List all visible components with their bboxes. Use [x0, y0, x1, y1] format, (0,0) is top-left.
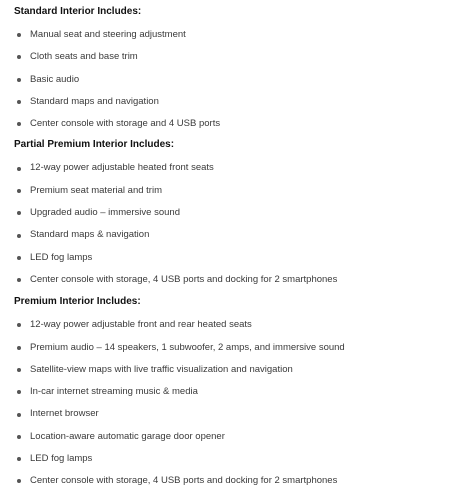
- list-item: [14, 314, 446, 336]
- section-title-standard: Standard Interior Includes:: [14, 6, 142, 17]
- list-item: [14, 46, 446, 68]
- list-item: [14, 337, 446, 359]
- bullet-icon: [17, 189, 21, 193]
- bullet-icon: [17, 323, 21, 327]
- bullet-icon: [17, 368, 21, 372]
- list-item-text: 12-way power adjustable front and rear heated seats: [30, 319, 252, 331]
- list-item: [14, 470, 446, 492]
- bullet-icon: [17, 390, 21, 394]
- list-item: [14, 359, 446, 381]
- list-item: [14, 426, 446, 448]
- list-item-text: Upgraded audio – immersive sound: [30, 207, 180, 219]
- list-item-text: Premium seat material and trim: [30, 184, 162, 196]
- bullet-icon: [17, 256, 21, 260]
- list-item-text: Satellite-view maps with live traffic visualization and navigation: [30, 363, 293, 375]
- list-item: [14, 224, 446, 246]
- standard-interior-list: [14, 24, 446, 135]
- list-item: [14, 269, 446, 291]
- list-item: [14, 202, 446, 224]
- list-item: [14, 180, 446, 202]
- bullet-icon: [17, 211, 21, 215]
- premium-interior-list: [14, 314, 446, 492]
- bullet-icon: [17, 78, 21, 82]
- section-title-partial-premium: Partial Premium Interior Includes:: [14, 139, 175, 151]
- bullet-icon: [17, 435, 21, 439]
- bullet-icon: [17, 122, 21, 126]
- list-item: [14, 381, 446, 403]
- list-item: [14, 247, 446, 269]
- list-item: [14, 448, 446, 470]
- bullet-icon: [17, 346, 21, 350]
- bullet-icon: [17, 55, 21, 59]
- bullet-icon: [17, 479, 21, 483]
- bullet-icon: [17, 413, 21, 417]
- list-item-text: Standard maps and navigation: [30, 95, 159, 107]
- list-item: [14, 24, 446, 46]
- list-item-text: 12-way power adjustable heated front seats: [30, 162, 214, 174]
- partial-premium-interior-list: [14, 157, 446, 291]
- list-item-text: Location-aware automatic garage door opener: [30, 430, 225, 442]
- list-item-text: Basic audio: [30, 73, 80, 85]
- list-item: [14, 157, 446, 179]
- bullet-icon: [17, 167, 21, 171]
- bullet-icon: [17, 278, 21, 282]
- premium-interior-section: [14, 294, 446, 492]
- list-item: [14, 403, 446, 425]
- list-item-text: In-car internet streaming music & media: [30, 386, 198, 398]
- bullet-icon: [17, 457, 21, 461]
- list-item-text: Center console with storage, 4 USB ports and docking for 2 smartphones: [30, 273, 338, 285]
- list-item-text: Center console with storage and 4 USB ports: [30, 118, 221, 130]
- bullet-icon: [17, 100, 21, 104]
- partial-premium-interior-section: [14, 137, 446, 291]
- list-item-text: Premium audio – 14 speakers, 1 subwoofer, 2 amps, and immersive sound: [30, 341, 345, 353]
- list-item: [14, 69, 446, 91]
- bullet-icon: [17, 33, 21, 37]
- list-item-text: LED fog lamps: [30, 251, 93, 263]
- list-item-text: Cloth seats and base trim: [30, 51, 138, 63]
- list-item-text: Center console with storage, 4 USB ports and docking for 2 smartphones: [30, 475, 338, 487]
- list-item-text: Manual seat and steering adjustment: [30, 29, 186, 40]
- list-item-text: Internet browser: [30, 408, 99, 420]
- list-item: [14, 113, 446, 135]
- list-item-text: Standard maps & navigation: [30, 229, 150, 241]
- bullet-icon: [17, 234, 21, 238]
- standard-interior-section: [14, 4, 446, 135]
- list-item: [14, 91, 446, 113]
- section-title-premium: Premium Interior Includes:: [14, 296, 141, 308]
- list-item-text: LED fog lamps: [30, 453, 93, 465]
